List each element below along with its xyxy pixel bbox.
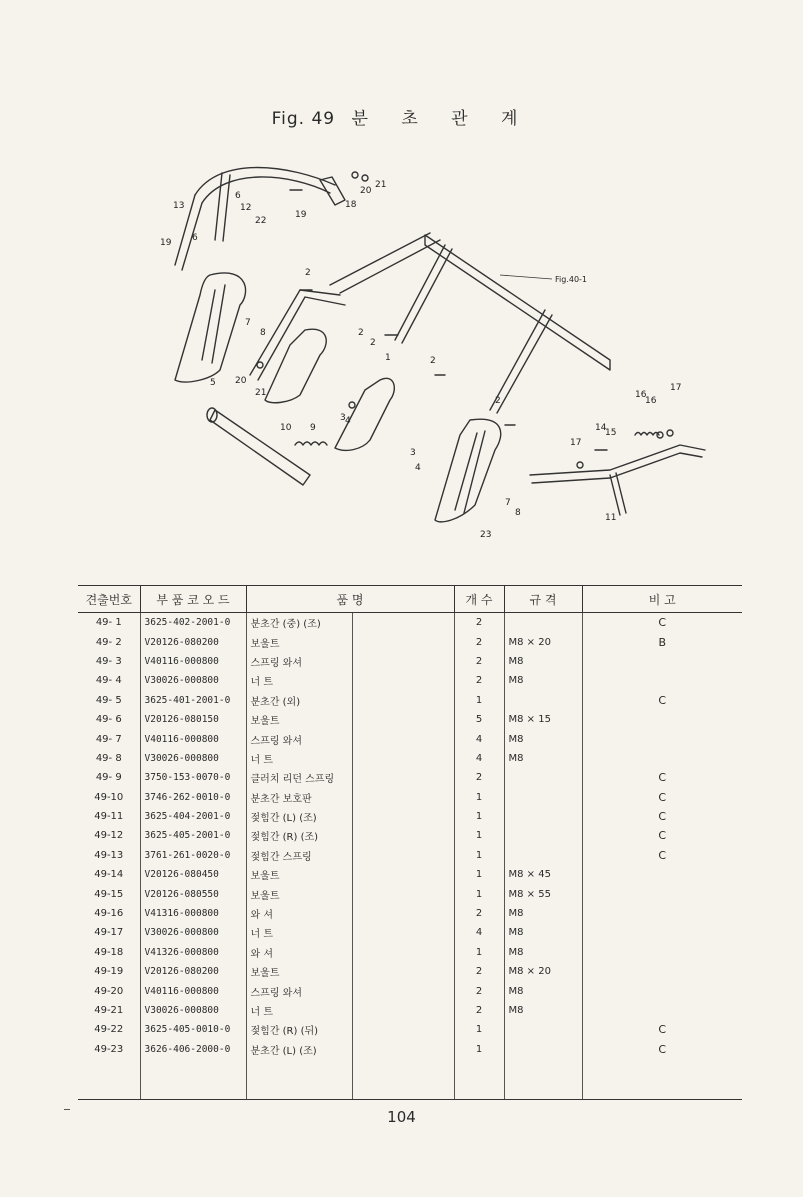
part-name-cell: 분초간 (외) — [246, 691, 352, 710]
remark-cell: C — [582, 613, 742, 633]
qty-cell: 4 — [454, 749, 504, 768]
remark-cell: C — [582, 1040, 742, 1059]
part-code-cell: 3761-261-0020-0 — [140, 846, 246, 865]
spec-cell: M8 × 55 — [504, 884, 582, 903]
ref-no-cell: 49- 1 — [95, 617, 122, 629]
remark-cell — [582, 1001, 742, 1020]
part-name-cell: 젖힘간 (R) (뒤) — [246, 1020, 352, 1039]
part-code-cell: V40116-000800 — [140, 981, 246, 1000]
callout-number: 8 — [260, 328, 266, 338]
remark-cell: C — [582, 826, 742, 845]
washer — [362, 175, 368, 181]
ref-no-cell: 49-17 — [94, 927, 124, 939]
figure-title — [0, 104, 803, 129]
part-name-cell: 젖힘간 (R) (조) — [246, 826, 352, 845]
spec-cell — [504, 846, 582, 865]
table-row — [78, 981, 742, 1000]
callout-number: 3 — [340, 413, 346, 423]
callout-number: 16 — [635, 390, 647, 400]
callout-number: 21 — [375, 180, 387, 190]
blank-cell — [352, 613, 454, 633]
table-row — [78, 884, 742, 903]
part-name-cell: 분초간 (L) (조) — [246, 1040, 352, 1059]
part-code-cell: V20126-080200 — [140, 962, 246, 981]
callout-number: 2 — [358, 328, 364, 338]
table-row — [78, 613, 742, 633]
blank-cell — [352, 884, 454, 903]
spec-cell: M8 × 15 — [504, 710, 582, 729]
blank-cell — [78, 1059, 140, 1100]
remark-cell: C — [582, 788, 742, 807]
spec-cell: M8 — [504, 943, 582, 962]
callout-number: 2 — [370, 338, 376, 348]
part-name-cell: 분초간 보호판 — [246, 788, 352, 807]
part-code-cell: V20126-080550 — [140, 884, 246, 903]
spec-cell: M8 × 20 — [504, 632, 582, 651]
remark-cell — [582, 884, 742, 903]
part-code-cell: 3625-401-2001-0 — [140, 691, 246, 710]
blank-cell — [352, 923, 454, 942]
table-row — [78, 652, 742, 671]
qty-cell: 1 — [454, 884, 504, 903]
callout-number: 22 — [255, 216, 267, 226]
part-code-cell: 3625-405-0010-0 — [140, 1020, 246, 1039]
callout-number: 4 — [345, 416, 351, 426]
blank-cell — [352, 1001, 454, 1020]
blank-cell — [504, 1059, 582, 1100]
divider-23-inner — [455, 431, 485, 513]
table-row — [78, 846, 742, 865]
blank-cell — [352, 1020, 454, 1039]
qty-cell: 1 — [454, 807, 504, 826]
nut — [257, 362, 263, 368]
callout-number: 21 — [255, 388, 267, 398]
guard-10 — [210, 410, 310, 485]
part-code-cell: 3746-262-0010-0 — [140, 788, 246, 807]
part-code-cell: V30026-000800 — [140, 671, 246, 690]
part-name-cell: 보울트 — [246, 632, 352, 651]
qty-cell: 1 — [454, 691, 504, 710]
washer — [352, 172, 358, 178]
part-code-cell: V40116-000800 — [140, 729, 246, 748]
part-name-cell: 너 트 — [246, 749, 352, 768]
remark-cell — [582, 671, 742, 690]
part-name-cell: 와 셔 — [246, 943, 352, 962]
table-row — [78, 962, 742, 981]
qty-cell: 2 — [454, 652, 504, 671]
blank-cell — [352, 981, 454, 1000]
callout-number: 18 — [345, 200, 357, 210]
blank-cell — [352, 904, 454, 923]
remark-cell — [582, 923, 742, 942]
qty-cell: 5 — [454, 710, 504, 729]
qty-cell: 2 — [454, 962, 504, 981]
callout-number: 6 — [235, 191, 241, 201]
table-row — [78, 1020, 742, 1039]
callout-number: 15 — [605, 428, 617, 438]
parts-table — [78, 585, 742, 1100]
table-row — [78, 729, 742, 748]
remark-cell: C — [582, 768, 742, 787]
nut — [657, 432, 663, 438]
callout-number: 19 — [295, 210, 307, 220]
spec-cell: M8 — [504, 671, 582, 690]
callout-number: 12 — [240, 203, 252, 213]
ref-no-cell: 49- 6 — [95, 714, 122, 726]
blank-cell — [246, 1059, 352, 1100]
table-row — [78, 768, 742, 787]
spec-cell — [504, 613, 582, 633]
callout-number: 8 — [515, 508, 521, 518]
table-row — [78, 710, 742, 729]
frame-rail — [425, 235, 610, 370]
part-code-cell: 3626-406-2000-0 — [140, 1040, 246, 1059]
spec-cell — [504, 1040, 582, 1059]
qty-cell: 1 — [454, 1040, 504, 1059]
spec-cell: M8 × 20 — [504, 962, 582, 981]
ref-no-cell: 49-23 — [94, 1043, 124, 1055]
part-name-cell: 보울트 — [246, 865, 352, 884]
qty-cell: 2 — [454, 904, 504, 923]
blank-cell — [352, 807, 454, 826]
ref-no-cell: 49- 4 — [95, 675, 122, 687]
remark-cell: B — [582, 632, 742, 651]
table-row — [78, 904, 742, 923]
spring-13 — [635, 433, 659, 436]
remark-cell — [582, 981, 742, 1000]
remark-cell: C — [582, 807, 742, 826]
remark-cell — [582, 943, 742, 962]
qty-cell: 2 — [454, 632, 504, 651]
table-row — [78, 788, 742, 807]
part-name-cell: 너 트 — [246, 671, 352, 690]
part-code-cell: V30026-000800 — [140, 1001, 246, 1020]
divider-1 — [265, 329, 326, 403]
part-code-cell: 3750-153-0070-0 — [140, 768, 246, 787]
blank-cell — [352, 710, 454, 729]
ref-no-cell: 49- 2 — [95, 636, 122, 648]
ref-no-cell: 49-18 — [94, 946, 124, 958]
remark-cell — [582, 865, 742, 884]
callout-number: 23 — [480, 530, 492, 540]
qty-cell: 2 — [454, 981, 504, 1000]
part-name-cell: 스프링 와셔 — [246, 981, 352, 1000]
part-name-cell: 보울트 — [246, 710, 352, 729]
callout-number: 19 — [160, 238, 172, 248]
table-row — [78, 923, 742, 942]
qty-cell: 2 — [454, 613, 504, 633]
remark-cell — [582, 710, 742, 729]
qty-cell: 1 — [454, 943, 504, 962]
remark-cell — [582, 904, 742, 923]
qty-cell: 2 — [454, 1001, 504, 1020]
figure-number: Fig. 49 — [271, 109, 336, 129]
ref-no-cell: 49-20 — [94, 985, 124, 997]
part-code-cell: V41326-000800 — [140, 943, 246, 962]
ref-no-cell: 49-19 — [94, 966, 124, 978]
spec-cell: M8 — [504, 652, 582, 671]
blank-cell — [582, 1059, 742, 1100]
part-name-cell: 클러치 리던 스프링 — [246, 768, 352, 787]
callout-number: 2 — [430, 356, 436, 366]
divider-5 — [175, 273, 246, 382]
qty-cell: 2 — [454, 671, 504, 690]
ref-no-cell: 49-11 — [94, 811, 124, 823]
callout-group — [160, 180, 681, 540]
table-row — [78, 749, 742, 768]
table-tail-row — [78, 1059, 742, 1100]
qty-cell: 2 — [454, 768, 504, 787]
spec-cell — [504, 1020, 582, 1039]
table-row — [78, 865, 742, 884]
remark-cell — [582, 652, 742, 671]
callout-number: 17 — [670, 383, 682, 393]
part-code-cell: V30026-000800 — [140, 923, 246, 942]
part-code-cell: V20126-080450 — [140, 865, 246, 884]
ref-no-cell: 49-16 — [94, 908, 124, 920]
spec-cell: M8 — [504, 904, 582, 923]
qty-cell: 1 — [454, 1020, 504, 1039]
reference-leader — [500, 275, 552, 279]
blank-cell — [352, 962, 454, 981]
spec-cell: M8 — [504, 749, 582, 768]
spec-cell: M8 × 45 — [504, 865, 582, 884]
page-number: 104 — [387, 1108, 416, 1126]
part-code-cell: 3625-404-2001-0 — [140, 807, 246, 826]
remark-cell — [582, 749, 742, 768]
callout-number: 7 — [245, 318, 251, 328]
remark-cell: C — [582, 691, 742, 710]
blank-cell — [140, 1059, 246, 1100]
header-part-code: 부 품 코 오 드 — [140, 586, 246, 613]
divider-23 — [435, 419, 501, 522]
ref-no-cell: 49-10 — [94, 791, 124, 803]
blank-cell — [352, 768, 454, 787]
blank-cell — [352, 865, 454, 884]
spec-cell: M8 — [504, 981, 582, 1000]
part-name-cell: 보울트 — [246, 962, 352, 981]
spring-9 — [295, 442, 327, 445]
part-name-cell: 스프링 와셔 — [246, 729, 352, 748]
nut — [349, 402, 355, 408]
part-code-cell: V41316-000800 — [140, 904, 246, 923]
diagram-svg — [140, 145, 730, 565]
part-name-cell: 젖힘간 스프링 — [246, 846, 352, 865]
remark-cell: C — [582, 846, 742, 865]
blank-cell — [352, 729, 454, 748]
table-row — [78, 807, 742, 826]
top-arm — [195, 168, 335, 204]
part-code-cell: 3625-402-2001-0 — [140, 613, 246, 633]
qty-cell: 1 — [454, 788, 504, 807]
part-name-cell: 너 트 — [246, 923, 352, 942]
figure-name: 분 초 관 계 — [351, 109, 532, 129]
ref-no-cell: 49-22 — [94, 1024, 124, 1036]
part-code-cell: V20126-080200 — [140, 632, 246, 651]
table-row — [78, 1040, 742, 1059]
spec-cell: M8 — [504, 729, 582, 748]
part-code-cell: 3625-405-2001-0 — [140, 826, 246, 845]
table-header-row — [78, 586, 742, 613]
table-row — [78, 1001, 742, 1020]
divider-5-inner — [202, 285, 225, 363]
callout-number: 5 — [210, 378, 216, 388]
ref-no-cell: 49- 9 — [95, 772, 122, 784]
part-name-cell: 젖힘간 (L) (조) — [246, 807, 352, 826]
remark-cell — [582, 729, 742, 748]
qty-cell: 4 — [454, 729, 504, 748]
ref-no-cell: 49- 5 — [95, 694, 122, 706]
callout-number: 14 — [595, 423, 607, 433]
blank-cell — [352, 652, 454, 671]
callout-number: 6 — [192, 233, 198, 243]
callout-number: 7 — [505, 498, 511, 508]
header-spec: 규 격 — [504, 586, 582, 613]
spec-cell — [504, 807, 582, 826]
qty-cell: 1 — [454, 846, 504, 865]
callout-number: 20 — [360, 186, 372, 196]
qty-cell: 1 — [454, 865, 504, 884]
nut — [577, 462, 583, 468]
ref-no-cell: 49- 7 — [95, 733, 122, 745]
spec-cell — [504, 768, 582, 787]
blank-cell — [352, 749, 454, 768]
blank-cell — [454, 1059, 504, 1100]
table-row — [78, 671, 742, 690]
callout-number: 3 — [410, 448, 416, 458]
diagram-labels — [160, 180, 681, 540]
blank-cell — [352, 671, 454, 690]
callout-number: 11 — [605, 513, 617, 523]
part-name-cell: 스프링 와셔 — [246, 652, 352, 671]
exploded-parts-diagram — [140, 145, 730, 565]
bolt-shafts — [290, 190, 607, 450]
parts-table-body — [78, 613, 742, 1100]
part-code-cell: V20126-080150 — [140, 710, 246, 729]
table-row — [78, 826, 742, 845]
header-part-name: 품 명 — [246, 586, 454, 613]
table-row — [78, 943, 742, 962]
blank-cell — [352, 1059, 454, 1100]
remark-cell — [582, 962, 742, 981]
nut — [667, 430, 673, 436]
qty-cell: 1 — [454, 826, 504, 845]
blank-cell — [352, 632, 454, 651]
table-row — [78, 691, 742, 710]
callout-number: 16 — [645, 396, 657, 406]
blank-cell — [352, 788, 454, 807]
ref-no-cell: 49- 8 — [95, 752, 122, 764]
ref-no-cell: 49- 3 — [95, 655, 122, 667]
spec-cell — [504, 788, 582, 807]
callout-number: 20 — [235, 376, 247, 386]
spec-cell: M8 — [504, 1001, 582, 1020]
spec-cell — [504, 691, 582, 710]
header-ref-no: 견출번호 — [78, 586, 140, 613]
frame-arm — [330, 233, 440, 293]
part-code-cell: V40116-000800 — [140, 652, 246, 671]
spec-cell — [504, 826, 582, 845]
blank-cell — [352, 691, 454, 710]
ref-no-cell: 49-21 — [94, 1005, 124, 1016]
part-code-cell: V30026-000800 — [140, 749, 246, 768]
remark-cell: C — [582, 1020, 742, 1039]
callout-number: 9 — [310, 423, 316, 433]
part-name-cell: 분초간 (중) (조) — [246, 613, 352, 633]
callout-number: 2 — [495, 396, 501, 406]
callout-number: 17 — [570, 438, 582, 448]
qty-cell: 4 — [454, 923, 504, 942]
part-name-cell: 보울트 — [246, 884, 352, 903]
callout-number: 1 — [385, 353, 391, 363]
blank-cell — [352, 1040, 454, 1059]
table-row — [78, 632, 742, 651]
blank-cell — [352, 943, 454, 962]
callout-number: 13 — [173, 201, 185, 211]
callout-number: 2 — [305, 268, 311, 278]
header-qty: 개 수 — [454, 586, 504, 613]
part-name-cell: 와 셔 — [246, 904, 352, 923]
blank-cell — [352, 846, 454, 865]
blank-cell — [352, 826, 454, 845]
ref-no-cell: 49-15 — [94, 888, 124, 900]
ref-no-cell: 49-13 — [94, 849, 124, 861]
reference-label: Fig.40-1 — [555, 275, 588, 284]
spec-cell: M8 — [504, 923, 582, 942]
bracket — [320, 177, 345, 205]
callout-number: 4 — [415, 463, 421, 473]
part-name-cell: 너 트 — [246, 1001, 352, 1020]
callout-number: 10 — [280, 423, 292, 433]
header-remarks: 비 고 — [582, 586, 742, 613]
ref-no-cell: 49-14 — [94, 869, 124, 881]
ref-no-cell: 49-12 — [94, 830, 124, 842]
lever-11-leg — [610, 473, 626, 515]
